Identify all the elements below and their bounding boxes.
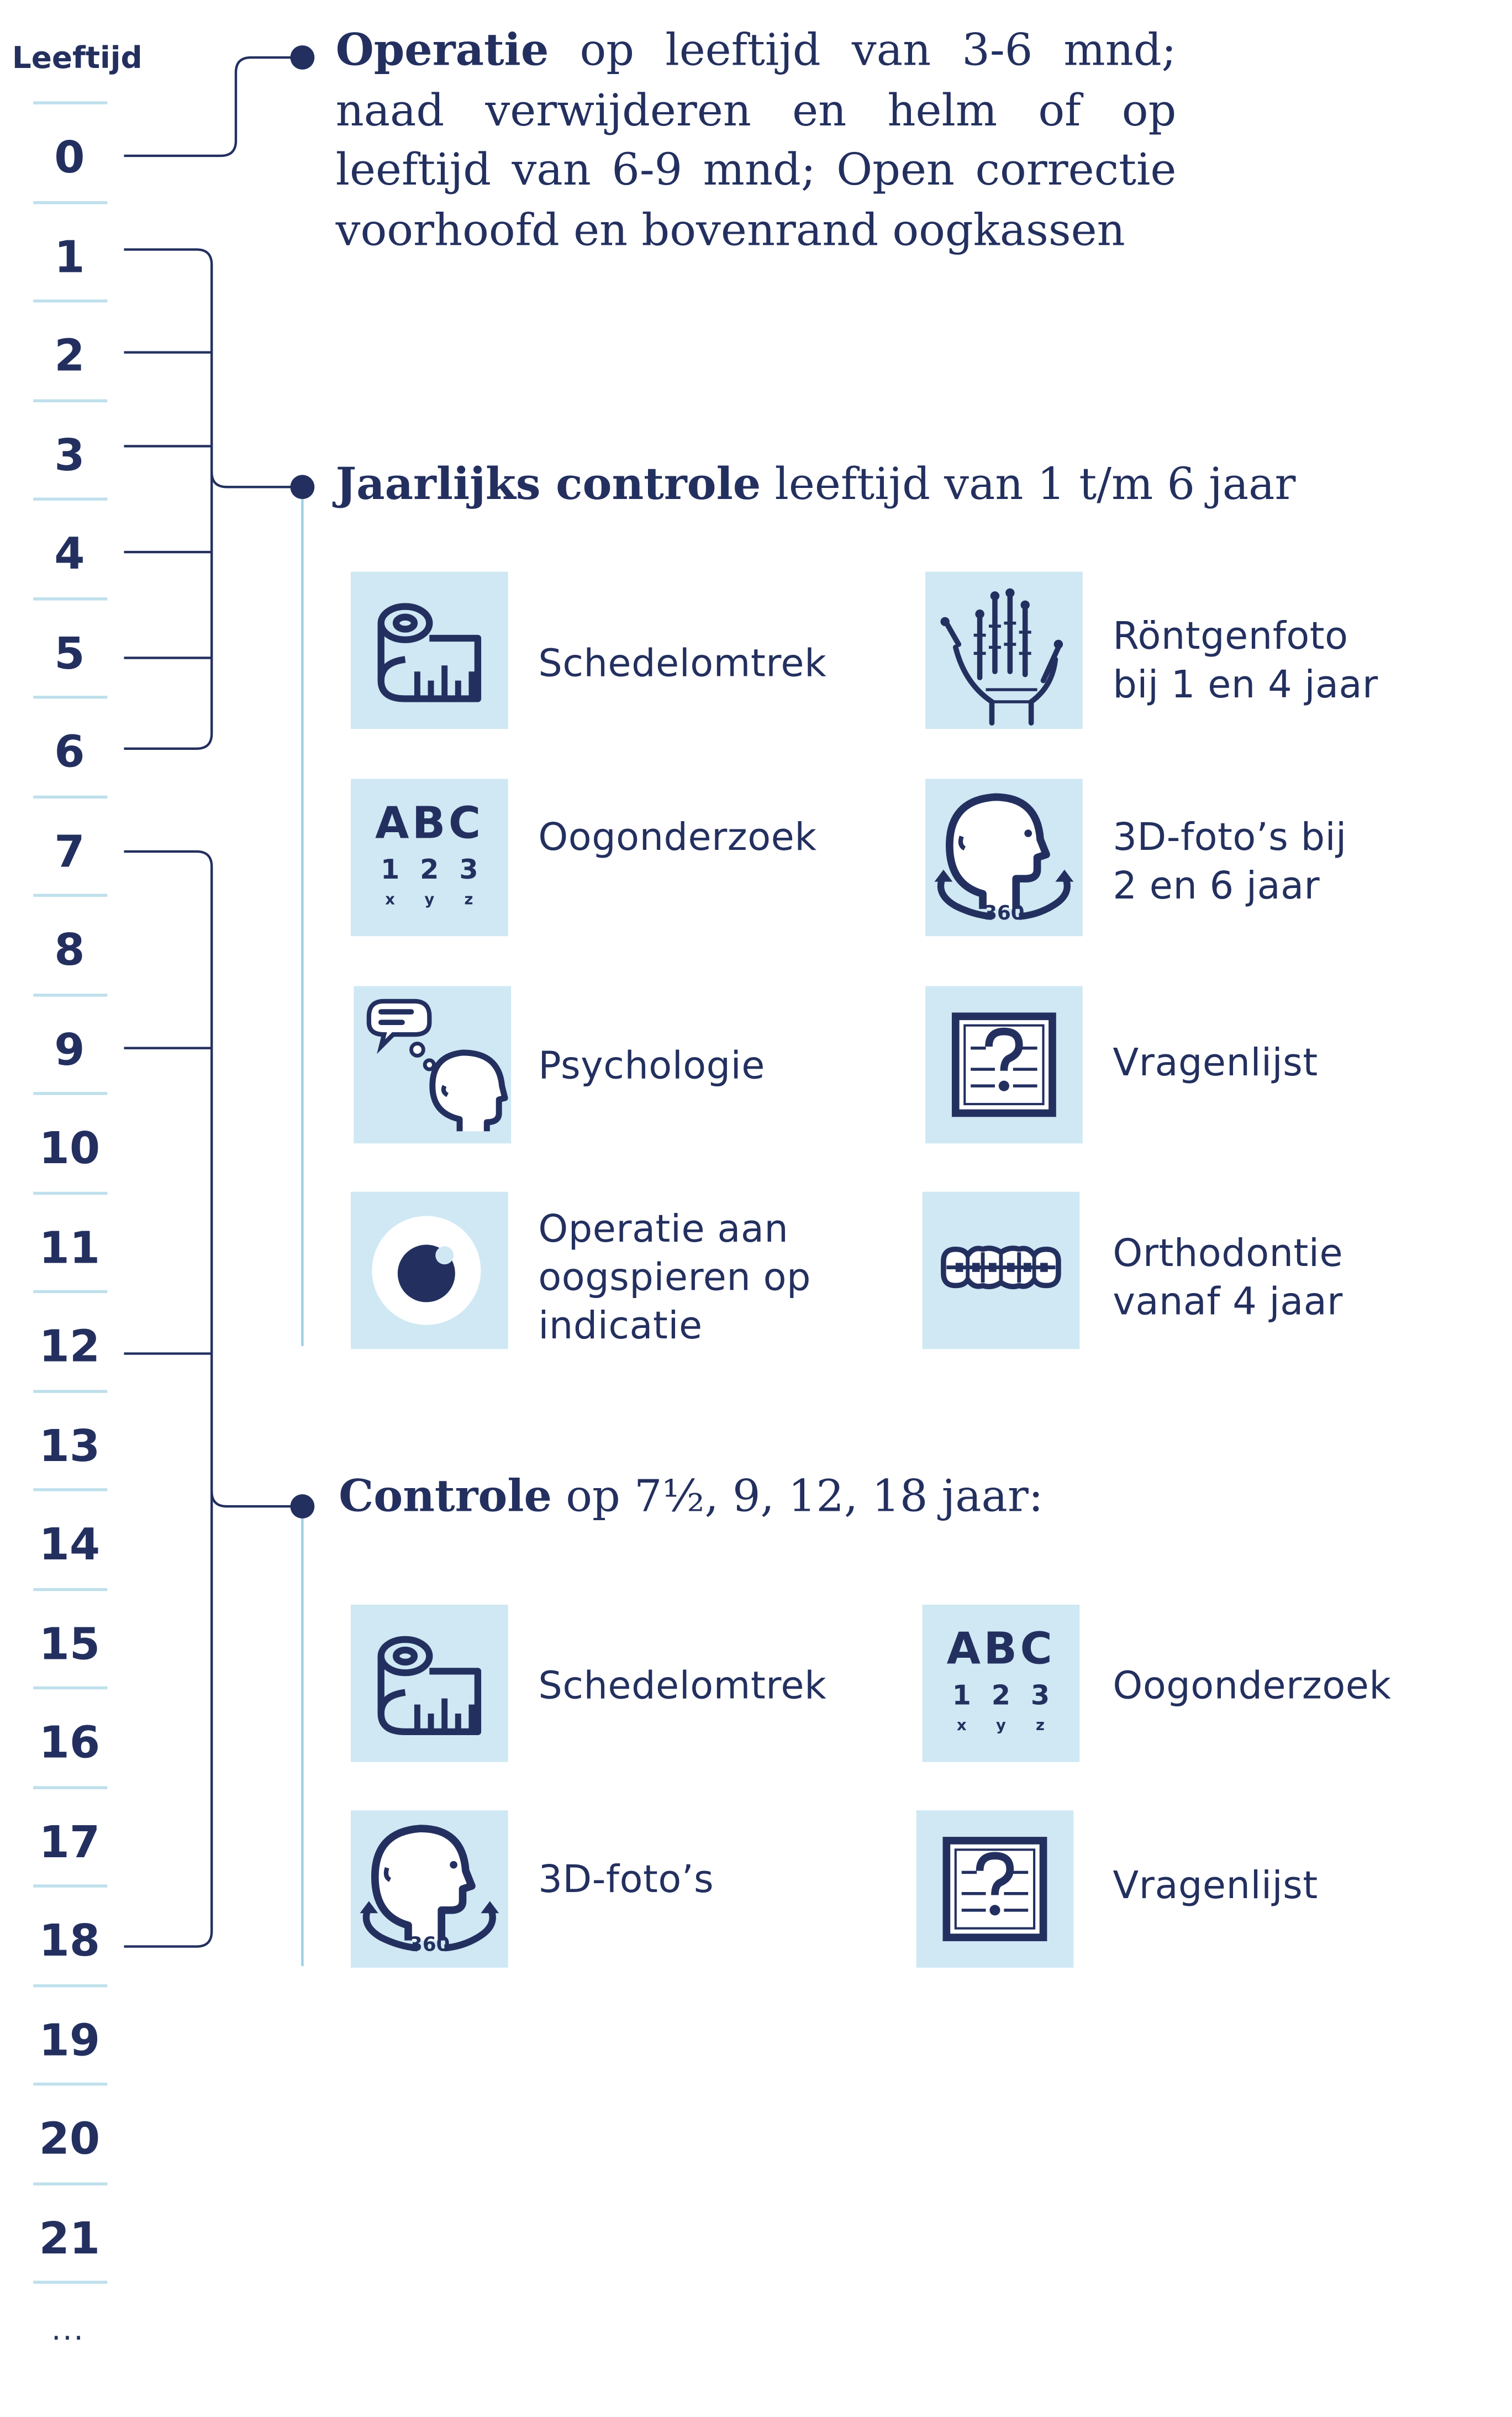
age-separator (33, 1092, 107, 1095)
age-separator (33, 300, 107, 302)
age-separator (33, 398, 107, 401)
age-separator (33, 1290, 107, 1293)
age-separator (33, 1191, 107, 1194)
eye-chart-number: 1 (952, 1680, 971, 1712)
age-label-13: 13 (39, 1419, 101, 1471)
item-label: Operatie aan oogspieren op indicatie (538, 1207, 812, 1348)
eye-chart-number: 3 (1030, 1680, 1050, 1712)
age-label-4: 4 (54, 528, 85, 580)
head-3d-icon (351, 1810, 508, 1968)
item-label: Vragenlijst (1113, 1863, 1318, 1908)
bullet-yearly (291, 475, 315, 499)
rotation-360-badge: 360 (983, 902, 1025, 926)
age-label-14: 14 (39, 1518, 101, 1570)
eye-chart-small: x (956, 1718, 967, 1735)
eye-chart-small: z (1036, 1718, 1045, 1735)
age-separator (33, 1686, 107, 1689)
age-label-2: 2 (54, 329, 85, 381)
item-label: Oogonderzoek (538, 815, 817, 859)
hand-xray-icon (925, 572, 1083, 729)
age-separator (33, 1389, 107, 1392)
item-label: Psychologie (538, 1043, 765, 1087)
age-separator (33, 597, 107, 600)
questionnaire-icon (925, 986, 1083, 1144)
age-label-17: 17 (39, 1815, 101, 1867)
age-separator (33, 1785, 107, 1788)
bullet-surgery (291, 45, 315, 70)
braces-icon (923, 1192, 1080, 1349)
surgery-heading: Operatie (335, 24, 549, 76)
eye-chart-icon (923, 1605, 1080, 1762)
item-label: Vragenlijst (1113, 1041, 1318, 1085)
control-heading: Controle (339, 1470, 552, 1522)
age-label-16: 16 (39, 1716, 101, 1768)
age-separator (33, 101, 107, 104)
yearly-heading-line (336, 457, 1296, 512)
age-separator (33, 894, 107, 897)
age-label-11: 11 (39, 1221, 101, 1273)
eye-chart-letters: ABC (946, 1622, 1056, 1674)
age-label-19: 19 (39, 2014, 101, 2066)
eye-chart-number: 3 (459, 854, 478, 886)
eye-chart-number: 2 (991, 1680, 1011, 1712)
age-separator (33, 795, 107, 797)
bullet-control (291, 1494, 315, 1518)
age-label-0: 0 (54, 132, 85, 183)
age-label-8: 8 (54, 924, 85, 976)
questionnaire-icon (916, 1810, 1074, 1968)
control-description: op 7½, 9, 12, 18 jaar: (552, 1470, 1044, 1522)
eye-chart-number: 1 (380, 854, 400, 886)
item-label: 3D-foto’s (538, 1857, 714, 1901)
item-label: Oogonderzoek (1113, 1663, 1392, 1708)
age-separator (33, 2281, 107, 2283)
tape-measure-icon (351, 1605, 508, 1762)
tape-measure-icon (351, 572, 508, 729)
eye-chart-letters: ABC (375, 797, 484, 849)
age-label-18: 18 (39, 1915, 101, 1967)
age-separator (33, 1488, 107, 1491)
item-label: 3D-foto’s bij 2 en 6 jaar (1113, 815, 1347, 908)
age-label-20: 20 (39, 2113, 101, 2164)
age-label-12: 12 (39, 1320, 101, 1372)
item-label: Schedelomtrek (538, 641, 827, 685)
eye-chart-small: z (464, 892, 473, 909)
item-label: Röntgenfoto bij 1 en 4 jaar (1113, 614, 1378, 707)
eye-icon (351, 1192, 508, 1349)
surgery-description: op leeftijd van 3-6 mnd; naad verwijderen en helm of op leeftijd van 6-9 mnd; Open correctie voorhoofd en bovenrand oogkassen (335, 24, 1177, 255)
thought-head-icon (354, 986, 511, 1144)
age-separator (33, 696, 107, 698)
age-separator (33, 2083, 107, 2085)
age-label-9: 9 (54, 1023, 85, 1075)
age-label-5: 5 (54, 627, 85, 679)
item-label: Schedelomtrek (538, 1663, 827, 1708)
eye-chart-small: x (385, 892, 395, 909)
age-separator (33, 497, 107, 500)
surgery-text (336, 21, 1177, 260)
age-label-7: 7 (54, 825, 85, 877)
age-separator (33, 1984, 107, 1987)
item-label: Orthodontie vanaf 4 jaar (1113, 1231, 1344, 1323)
age-label-10: 10 (39, 1122, 101, 1174)
head-3d-icon (925, 779, 1083, 937)
age-separator (33, 993, 107, 996)
age-label-6: 6 (54, 726, 85, 777)
age-label-1: 1 (54, 230, 85, 282)
age-label-3: 3 (54, 428, 85, 480)
eye-chart-number: 2 (420, 854, 439, 886)
age-label-15: 15 (39, 1617, 101, 1669)
control-heading-line (339, 1469, 1043, 1523)
age-axis-more: ... (51, 2311, 85, 2347)
age-axis-title: Leeftijd (12, 39, 143, 76)
yearly-heading: Jaarlijks controle (335, 458, 761, 510)
eye-chart-small: y (995, 1718, 1006, 1735)
age-label-21: 21 (39, 2211, 101, 2263)
age-separator (33, 201, 107, 203)
rotation-360-badge: 360 (409, 1934, 450, 1957)
yearly-description: leeftijd van 1 t/m 6 jaar (761, 458, 1296, 510)
age-separator (33, 1587, 107, 1590)
eye-chart-icon (351, 779, 508, 937)
eye-chart-small: y (424, 892, 435, 909)
age-separator (33, 1884, 107, 1887)
age-separator (33, 2182, 107, 2184)
